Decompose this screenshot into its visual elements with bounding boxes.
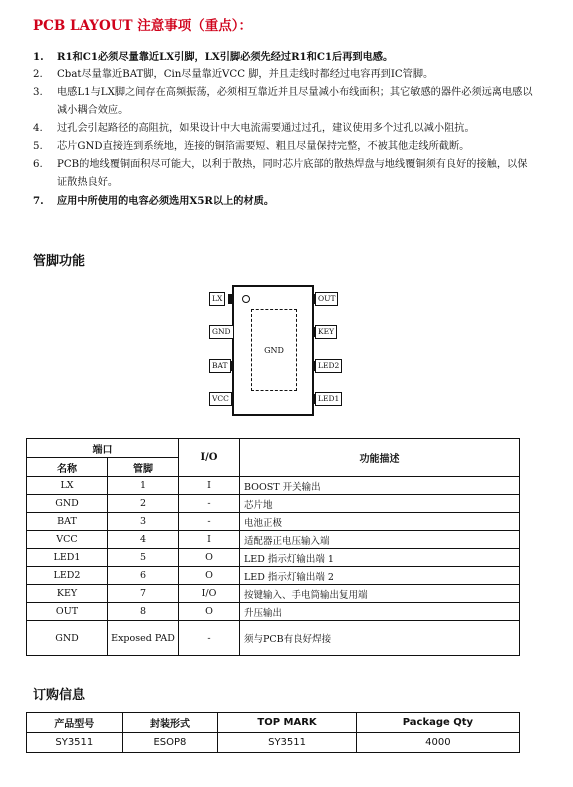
table-row	[27, 513, 520, 531]
cell-pin: Exposed PAD	[108, 621, 179, 656]
table-row	[27, 549, 520, 567]
note-text: 过孔会引起路径的高阻抗，如果设计中大电流需要通过过孔，建议使用多个过孔以减小阻抗。	[57, 123, 475, 134]
cell-desc: 升压输出	[240, 603, 520, 621]
cell-desc: LED 指示灯输出端 2	[240, 567, 520, 585]
cell-io: O	[179, 549, 240, 567]
order-header: 封装形式	[122, 713, 218, 733]
cell-io: O	[179, 603, 240, 621]
note-item	[33, 120, 533, 138]
order-header: Package Qty	[356, 713, 519, 733]
note-number: 4.	[33, 123, 43, 134]
cell-name: OUT	[27, 603, 108, 621]
cell-io: -	[179, 495, 240, 513]
cell-desc: 按键输入、手电筒输出复用端	[240, 585, 520, 603]
cell-name: KEY	[27, 585, 108, 603]
note-item	[33, 156, 533, 192]
table-row	[27, 603, 520, 621]
cell-pin: 1	[108, 477, 179, 495]
table-row	[27, 585, 520, 603]
name-header: 名称	[27, 458, 108, 477]
cell-desc: 芯片地	[240, 495, 520, 513]
note-item	[33, 66, 533, 84]
order-cell: 4000	[356, 733, 519, 753]
order-section-title: 订购信息	[33, 688, 86, 703]
cell-io: O	[179, 567, 240, 585]
cell-io: -	[179, 621, 240, 656]
cell-io: -	[179, 513, 240, 531]
pin-label-key: KEY	[315, 325, 337, 339]
cell-name: LX	[27, 477, 108, 495]
cell-name: BAT	[27, 513, 108, 531]
note-number: 5.	[33, 141, 43, 152]
pin-label-bat: BAT	[209, 359, 231, 373]
pin-section-title: 管脚功能	[33, 254, 86, 269]
cell-name: VCC	[27, 531, 108, 549]
cell-name: GND	[27, 495, 108, 513]
note-item	[33, 138, 533, 156]
table-row	[27, 495, 520, 513]
note-text: R1和C1必须尽量靠近LX引脚，LX引脚必须先经过R1和C1后再到电感。	[57, 51, 394, 63]
page-title: PCB LAYOUT 注意事项（重点）：	[33, 18, 252, 34]
cell-name: LED1	[27, 549, 108, 567]
order-cell: ESOP8	[122, 733, 218, 753]
table-row	[27, 567, 520, 585]
port-group-header: 端口	[27, 439, 179, 458]
note-item	[33, 84, 533, 120]
pin-function-table	[26, 438, 520, 656]
table-header-row	[27, 439, 520, 458]
cell-pin: 2	[108, 495, 179, 513]
desc-header: 功能描述	[240, 439, 520, 477]
cell-io: I	[179, 531, 240, 549]
table-row	[27, 621, 520, 656]
note-text: PCB的地线覆铜面积尽可能大，以利于散热，同时芯片底部的散热焊盘与地线覆铜须有良好的接触，以保证散热良好。	[57, 159, 528, 188]
note-number: 7.	[33, 195, 44, 207]
note-text: 应用中所使用的电容必须选用X5R以上的材质。	[57, 195, 275, 207]
table-header-row	[27, 713, 520, 733]
note-number: 3.	[33, 87, 43, 98]
exposed-pad	[251, 309, 297, 391]
note-text: Cbat尽量靠近BAT脚，Cin尽量靠近VCC 脚，并且走线时都经过电容再到IC管脚。	[57, 69, 434, 80]
note-item	[33, 48, 533, 66]
pin-label-lx: LX	[209, 292, 225, 306]
cell-io: I	[179, 477, 240, 495]
note-number: 1.	[33, 51, 44, 63]
cell-pin: 7	[108, 585, 179, 603]
cell-pin: 4	[108, 531, 179, 549]
cell-pin: 6	[108, 567, 179, 585]
note-text: 电感L1与LX脚之间存在高频振荡，必须相互靠近并且尽量减小布线面积；其它敏感的器件必须远离电感以减小耦合效应。	[57, 87, 533, 116]
cell-desc: 电池正极	[240, 513, 520, 531]
pin-label-vcc: VCC	[209, 392, 232, 406]
pad-label: GND	[264, 345, 284, 355]
cell-io: I/O	[179, 585, 240, 603]
table-row	[27, 477, 520, 495]
cell-desc: 适配器正电压输入端	[240, 531, 520, 549]
cell-pin: 8	[108, 603, 179, 621]
pin-header: 管脚	[108, 458, 179, 477]
cell-desc: LED 指示灯输出端 1	[240, 549, 520, 567]
io-header: I/O	[179, 439, 240, 477]
table-row	[27, 531, 520, 549]
pin-label-out: OUT	[315, 292, 338, 306]
cell-pin: 5	[108, 549, 179, 567]
order-header: TOP MARK	[218, 713, 357, 733]
layout-notes	[33, 48, 533, 210]
pin1-marker	[242, 295, 250, 303]
order-cell: SY3511	[218, 733, 357, 753]
cell-name: GND	[27, 621, 108, 656]
cell-pin: 3	[108, 513, 179, 531]
pin-label-led1: LED1	[315, 392, 342, 406]
cell-name: LED2	[27, 567, 108, 585]
note-number: 2.	[33, 69, 43, 80]
cell-desc: BOOST 开关输出	[240, 477, 520, 495]
pin-label-led2: LED2	[315, 359, 342, 373]
table-row	[27, 733, 520, 753]
note-item	[33, 192, 533, 210]
pin-lead	[228, 294, 232, 304]
pin-label-gnd: GND	[209, 325, 234, 339]
chip-body	[232, 285, 314, 416]
cell-desc: 须与PCB有良好焊接	[240, 621, 520, 656]
order-header: 产品型号	[27, 713, 123, 733]
note-number: 6.	[33, 159, 43, 170]
order-info-table	[26, 712, 520, 753]
note-text: 芯片GND直接连到系统地，连接的铜箔需要短、粗且尽量保持完整，不被其他走线所截断。	[57, 141, 470, 152]
order-cell: SY3511	[27, 733, 123, 753]
